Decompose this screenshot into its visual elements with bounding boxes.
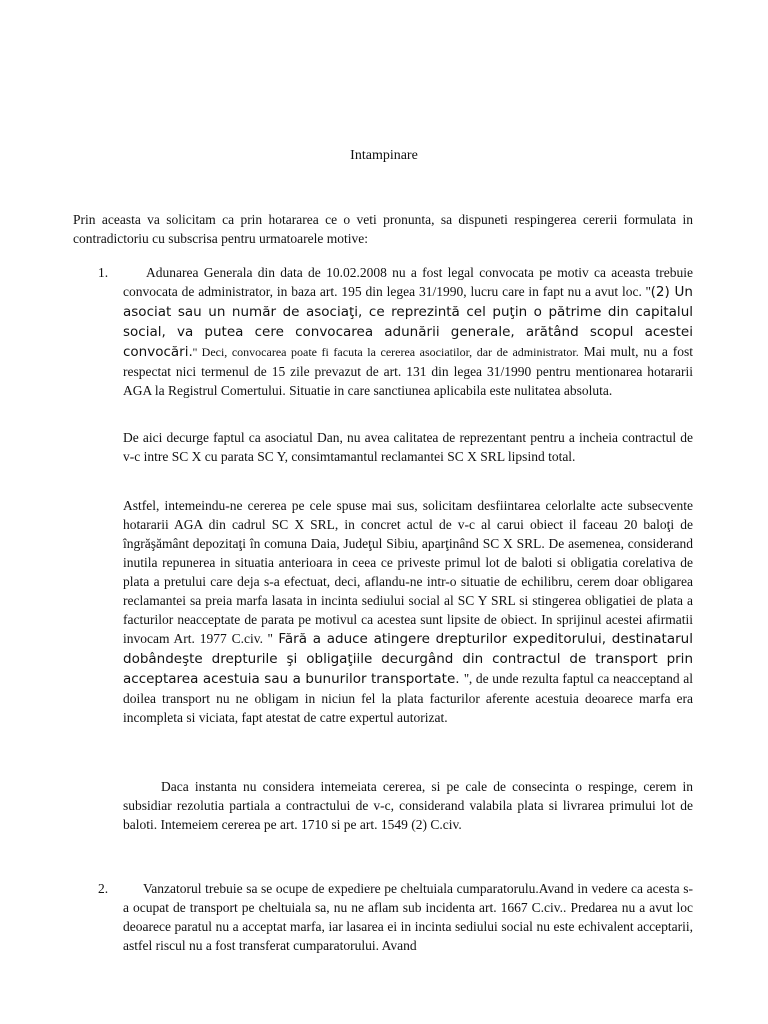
item-1-paragraph-4 xyxy=(123,777,693,834)
item-2-paragraph-1 xyxy=(123,879,693,955)
item-2-p1-text: Vanzatorul trebuie sa se ocupe de expediere pe cheltuiala cumparatorulu.Avand in vedere ca acesta s-a ocupat de transport pe cheltuiala sa, nu ne aflam sub incidenta art. 1667 C.civ.. Predarea nu a avut loc deoarece paratul nu a acceptat marfa, iar lasarea ei in incinta sediului social nu este echivalent acceptarii, astfel riscul nu a fost transferat cumparatorului. Avand xyxy=(123,881,693,953)
item-1-p1-text-a: Adunarea Generala din data de 10.02.2008 nu a fost legal convocata pe motiv ca aceasta trebuie convocata de administrator, in baza art. 195 din legea 31/1990, lucru care in fapt nu a avut loc. '' xyxy=(123,265,693,299)
document-title: Intampinare xyxy=(350,148,418,163)
item-1-p3-text-a: Astfel, intemeindu-ne cererea pe cele spuse mai sus, solicitam desfiintarea celorlalte acte subsecvente hotararii AGA din cadrul SC X SRL, in concret actul de v-c al carui obiect il faceau 20 baloţi de îngrăşământ depozitaţi în comuna Daia, Judeţul Sibiu, aparţinând SC X SRL. De asemenea, considerand inutila repunerea in situatia anterioara in ceea ce priveste primul lot de baloti si obligatia corelativa de plata a pretului care deja s-a efectuat, deci, aflandu-ne intr-o situatie de echilibru, cerem doar obligarea reclamantei sa preia marfa lasata in incinta sediului social al SC Y SRL si stingerea obligatiei de plata a facturilor neacceptate de parata pe motivul ca acestea sunt lipsite de obiect. In sprijinul acestei afirmatii invocam Art. 1977 C.civ. '' xyxy=(123,498,693,646)
item-1-p3-quote: Fără a aduce atingere drepturilor expeditorului, destinatarul dobândeşte drepturile şi obligaţiile decurgând din contractul de transport prin acceptarea acestuia sau a bunurilor transportate. xyxy=(123,631,693,687)
item-1-p3-text-b: '', de unde rezulta faptul ca neacceptand al doilea transport nu ne obligam in niciun fel la plata facturilor aferente acestuia deoarece marfa era incompleta si viciata, fapt atestat de catre expertul autorizat. xyxy=(123,671,693,725)
item-1-p4-text: Daca instanta nu considera intemeiata cererea, si pe cale de consecinta o respinge, cerem in subsidiar rezolutia partiala a contractului de v-c, considerand valabila plata si livrarea primului lot de baloti. Intemeiem cererea pe art. 1710 si pe art. 1549 (2) C.civ. xyxy=(123,779,693,832)
item-1-paragraph-1 xyxy=(123,263,693,400)
item-2-number: 2. xyxy=(98,881,109,896)
intro-paragraph: Prin aceasta va solicitam ca prin hotararea ce o veti pronunta, sa dispuneti respingerea cererii formulata in contradictoriu cu subscrisa pentru urmatoarele motive: xyxy=(73,212,693,246)
item-1-number: 1. xyxy=(98,265,109,280)
item-1-p1-text-b: '' Deci, convocarea poate fi facuta la cererea asociatilor, dar de administrator. xyxy=(192,345,579,359)
item-1-p1-quote: (2) Un asociat sau un număr de asociaţi, ce reprezintă cel puţin o pătrime din capitalul social, va putea cere convocarea adunării generale, arătând scopul acestei convocări. xyxy=(123,284,693,360)
item-1-p1-text-c: Mai mult, nu a fost respectat nici termenul de 15 zile prevazut de art. 131 din legea 31/1990 pentru mentionarea hotararii AGA la Registrul Comertului. Situatie in care sanctiunea aplicabila este nulitatea absoluta. xyxy=(123,344,694,398)
item-1-paragraph-3 xyxy=(123,496,693,727)
item-1-paragraph-2: De aici decurge faptul ca asociatul Dan, nu avea calitatea de reprezentant pentru a incheia contractul de v-c intre SC X cu parata SC Y, consimtamantul reclamantei SC X SRL lipsind total. xyxy=(123,430,693,464)
